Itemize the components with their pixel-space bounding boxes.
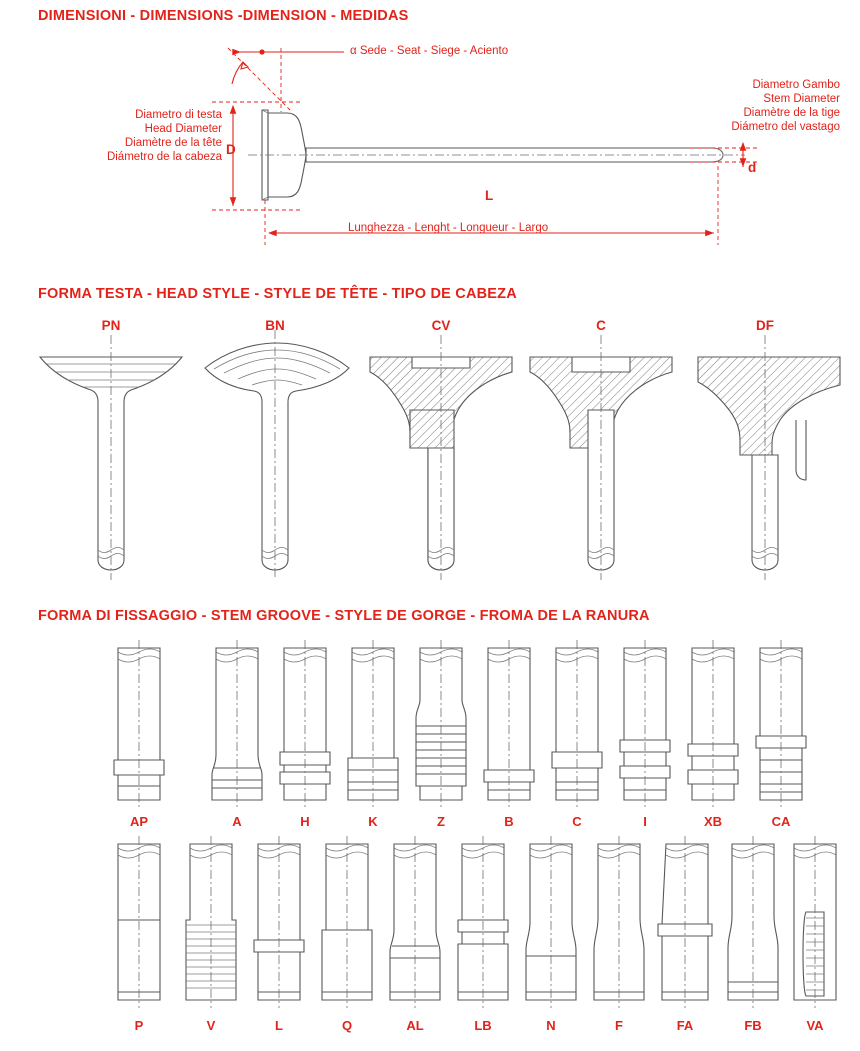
stem-groove-code-I: I — [643, 814, 647, 829]
stem-groove-L — [254, 836, 304, 1008]
stem-groove-code-F: F — [615, 1018, 623, 1033]
label-stem-diameter — [640, 78, 840, 134]
label-length: Lunghezza - Lenght - Longueur - Largo — [348, 222, 549, 234]
stem-groove-H — [280, 640, 330, 808]
stem-groove-code-FB: FB — [744, 1018, 762, 1033]
stem-groove-K — [348, 640, 398, 808]
stem-groove-code-AL: AL — [406, 1018, 424, 1033]
stem-groove-code-L: L — [275, 1018, 283, 1033]
stem-groove-code-LB: LB — [474, 1018, 492, 1033]
stem-groove-N — [526, 836, 576, 1008]
stem-groove-code-Q: Q — [341, 1018, 353, 1033]
section-title-stem-groove: FORMA DI FISSAGGIO - STEM GROOVE - STYLE DE GORGE - FROMA DE LA RANURA — [38, 608, 650, 624]
stem-groove-code-XB: XB — [703, 814, 723, 829]
stem-groove-code-A: A — [232, 814, 242, 829]
stem-groove-code-N: N — [546, 1018, 556, 1033]
stem-groove-code-P: P — [134, 1018, 144, 1033]
stem-groove-AL — [390, 836, 440, 1008]
stem-groove-VA — [794, 836, 836, 1008]
label-seat: α Sede - Seat - Siege - Aciento — [350, 45, 509, 57]
stem-groove-code-VA: VA — [806, 1018, 824, 1033]
stem-groove-F — [594, 836, 644, 1008]
stem-groove-code-AP: AP — [129, 814, 149, 829]
section-title-head-style: FORMA TESTA - HEAD STYLE - STYLE DE TÊTE - TIPO DE CABEZA — [38, 286, 517, 302]
label-head-diameter-it: Diametro di testa — [135, 109, 222, 121]
label-stem-diameter-it: Diametro Gambo — [752, 79, 840, 91]
stem-groove-code-V: V — [206, 1018, 216, 1033]
label-stem-diameter-fr: Diamètre de la tige — [743, 107, 840, 119]
stem-groove-Z — [416, 640, 466, 808]
label-head-diameter-fr: Diamètre de la tête — [124, 137, 222, 149]
head-style-C — [530, 335, 672, 580]
symbol-D: D — [226, 142, 236, 157]
label-stem-diameter-es: Diámetro del vastago — [731, 121, 840, 133]
stem-groove-C — [552, 640, 602, 808]
head-style-code-C: C — [596, 318, 606, 333]
head-style-CV — [370, 335, 512, 580]
label-stem-diameter-en: Stem Diameter — [763, 93, 840, 105]
stem-groove-code-B: B — [504, 814, 514, 829]
head-style-code-PN: PN — [101, 318, 121, 333]
stem-groove-LB — [458, 836, 508, 1008]
head-style-code-BN: BN — [265, 318, 285, 333]
section-title-dimensions: DIMENSIONI - DIMENSIONS -DIMENSION - MEDIDAS — [38, 8, 409, 24]
stem-groove-A — [212, 640, 262, 808]
stem-groove-P — [118, 836, 160, 1008]
stem-groove-FB — [728, 836, 778, 1008]
stem-groove-code-CA: CA — [771, 814, 791, 829]
stem-groove-I — [620, 640, 670, 808]
stem-groove-V — [186, 836, 236, 1008]
head-style-BN — [205, 330, 349, 580]
head-style-code-CV: CV — [431, 318, 451, 333]
head-style-PN — [40, 335, 182, 580]
stem-groove-code-Z: Z — [437, 814, 445, 829]
label-head-diameter-en: Head Diameter — [144, 123, 222, 135]
stem-groove-code-H: H — [300, 814, 310, 829]
label-head-diameter — [22, 108, 222, 164]
stem-groove-code-K: K — [368, 814, 378, 829]
stem-groove-B — [484, 640, 534, 808]
stem-groove-AP — [114, 640, 164, 808]
head-style-DF — [698, 335, 840, 580]
head-style-code-DF: DF — [756, 318, 774, 333]
stem-groove-FA — [658, 836, 712, 1008]
stem-groove-XB — [688, 640, 738, 808]
stem-groove-code-FA: FA — [676, 1018, 694, 1033]
stem-groove-code-C: C — [572, 814, 582, 829]
symbol-L: L — [485, 188, 494, 203]
label-head-diameter-es: Diámetro de la cabeza — [106, 151, 222, 163]
symbol-d: d — [748, 160, 757, 175]
stem-groove-CA — [756, 640, 806, 808]
stem-groove-Q — [322, 836, 372, 1008]
